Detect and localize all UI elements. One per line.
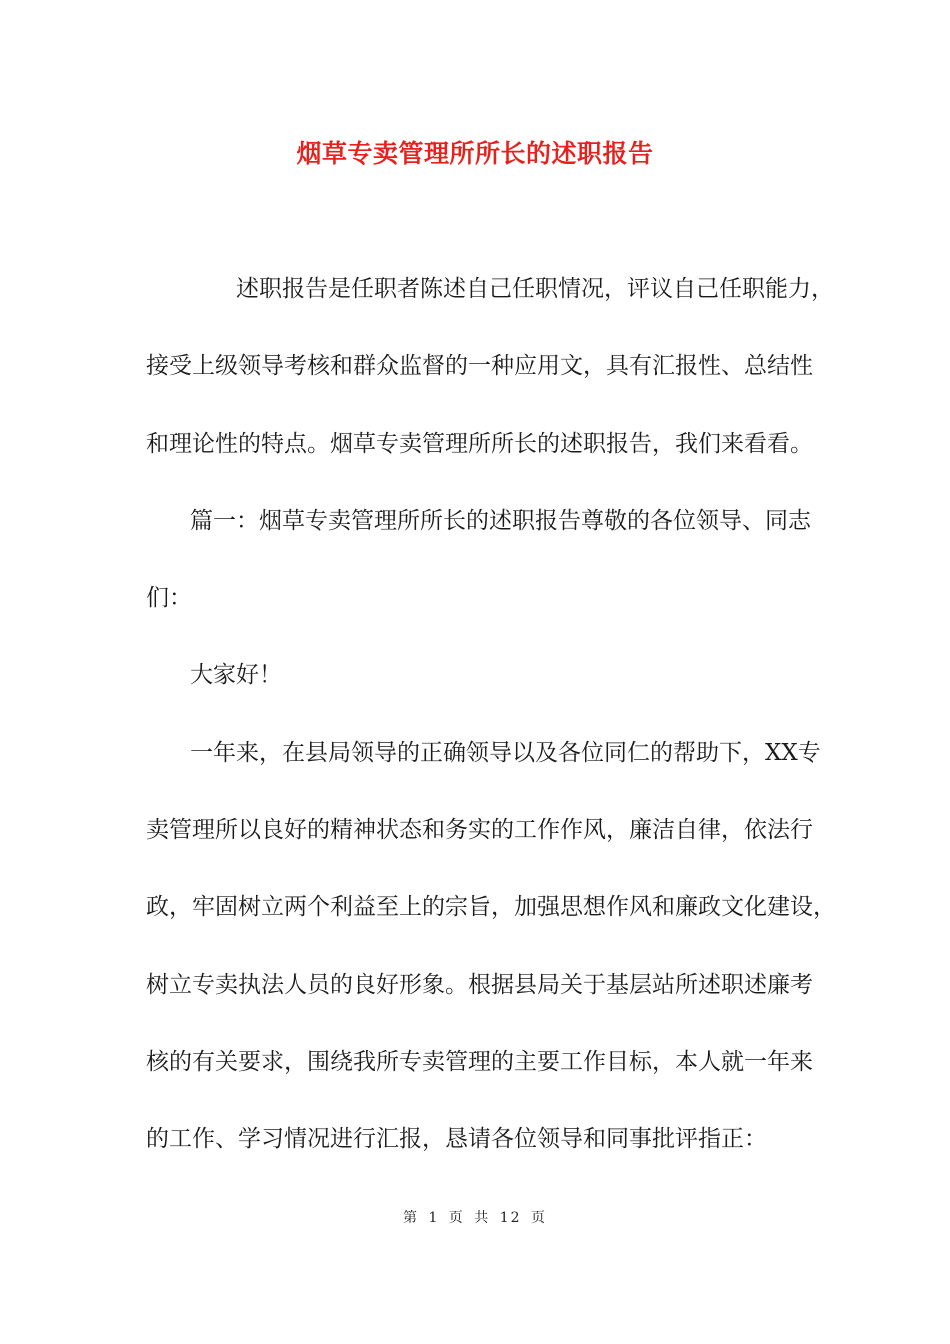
paragraph-line: 政，牢固树立两个利益至上的宗旨，加强思想作风和廉政文化建设， [146,894,836,921]
paragraph-line: 树立专卖执法人员的良好形象。根据县局关于基层站所述职述廉考 [146,971,813,998]
paragraph-line: 述职报告是任职者陈述自己任职情况，评议自己任职能力， [236,276,834,302]
paragraph-line: 核的有关要求，围绕我所专卖管理的主要工作目标，本人就一年来 [146,1048,813,1075]
document-body [146,272,836,1200]
document-title: 烟草专卖管理所所长的述职报告 [296,139,654,168]
paragraph-line: 接受上级领导考核和群众监督的一种应用文，具有汇报性、总结性 [146,353,813,380]
paragraph-line: 卖管理所以良好的精神状态和务实的工作作风，廉洁自律，依法行 [146,817,813,844]
paragraph-line: 篇一：烟草专卖管理所所长的述职报告尊敬的各位领导、同志 [190,507,811,534]
page-number-footer: 第 1 页 共 12 页 [403,1210,547,1226]
paragraph-line: 的工作、学习情况进行汇报，恳请各位领导和同事批评指正： [146,1126,767,1153]
paragraph-line: 大家好！ [190,662,282,689]
paragraph-line: 们： [146,585,192,612]
paragraph-line: 和理论性的特点。烟草专卖管理所所长的述职报告，我们来看看。 [146,430,813,457]
paragraph-line: 一年来，在县局领导的正确领导以及各位同仁的帮助下，XX专 [190,739,821,766]
